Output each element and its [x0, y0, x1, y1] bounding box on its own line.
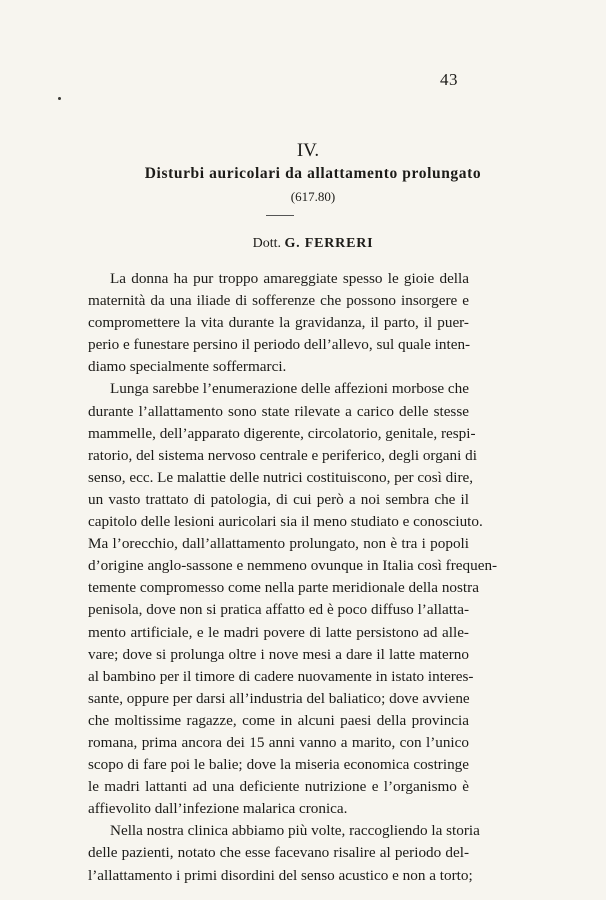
- text-line: sante, oppure per darsi all’industria del baliatico; dove avviene: [88, 689, 470, 707]
- text-line: diamo specialmente soffermarci.: [88, 358, 287, 376]
- text-line: perio e funestare persino il periodo dell’allevo, sul quale inten-: [88, 336, 471, 354]
- text-line: l’allattamento i primi disordini del senso acustico e non a torto;: [88, 866, 473, 884]
- ink-speck: [58, 97, 61, 100]
- page-number: 43: [440, 70, 458, 89]
- text-line: senso, ecc. Le malattie delle nutrici costituiscono, per così dire,: [88, 468, 474, 486]
- article-title: Disturbi auricolari da allattamento prolungato: [144, 165, 482, 182]
- text-line: Lunga sarebbe l’enumerazione delle affezioni morbose che: [110, 380, 469, 398]
- title-divider: [266, 215, 294, 216]
- text-line: temente compromesso come nella parte meridionale della nostra: [88, 579, 479, 597]
- author-line: [0, 236, 606, 252]
- text-line: compromettere la vita durante la gravidanza, il parto, il puer-: [88, 314, 469, 332]
- author-name: G. FERRERI: [284, 236, 374, 251]
- text-line: ratorio, del sistema nervoso centrale e periferico, degli organi di: [88, 446, 477, 464]
- classification-code: (617.80): [290, 189, 336, 204]
- text-line: un vasto trattato di patologia, di cui però a noi sembra che il: [88, 490, 469, 508]
- text-line: vare; dove si prolunga oltre i nove mesi a dare il latte materno: [88, 645, 469, 663]
- author-prefix: Dott.: [252, 236, 281, 251]
- text-line: penisola, dove non si pratica affatto ed è poco diffuso l’allatta-: [88, 601, 469, 619]
- text-line: romana, prima ancora dei 15 anni vanno a marito, con l’unico: [88, 733, 469, 751]
- text-line: mento artificiale, e le madri povere di latte persistono ad alle-: [88, 623, 469, 641]
- text-line: le madri lattanti ad una deficiente nutrizione e l’organismo è: [88, 778, 469, 796]
- text-line: delle pazienti, notato che esse facevano risalire al periodo del-: [88, 844, 469, 862]
- text-line: d’origine anglo-sassone e nemmeno ovunque in Italia così frequen-: [88, 557, 498, 575]
- text-line: Nella nostra clinica abbiamo più volte, raccogliendo la storia: [110, 822, 480, 840]
- text-line: durante l’allattamento sono state rilevate a carico delle stesse: [88, 402, 469, 420]
- text-line: scopo di fare poi le balie; dove la miseria economica costringe: [88, 756, 469, 774]
- text-line: al bambino per il timore di cadere nuovamente in istato interes-: [88, 667, 474, 685]
- text-line: che moltissime ragazze, come in alcuni paesi della provincia: [88, 711, 469, 729]
- text-line: affievolito dall’infezione malarica cronica.: [88, 800, 348, 818]
- body-text: [88, 268, 498, 887]
- text-line: maternità da una iliade di sofferenze che possono insorgere e: [88, 292, 469, 310]
- text-line: La donna ha pur troppo amareggiate spesso le gioie della: [110, 270, 469, 287]
- text-line: mammelle, dell’apparato digerente, circolatorio, genitale, respi-: [88, 424, 476, 442]
- text-line: capitolo delle lesioni auricolari sia il meno studiato e conosciuto.: [88, 513, 483, 531]
- text-line: Ma l’orecchio, dall’allattamento prolungato, non è tra i popoli: [88, 535, 469, 553]
- section-number: IV.: [296, 140, 320, 161]
